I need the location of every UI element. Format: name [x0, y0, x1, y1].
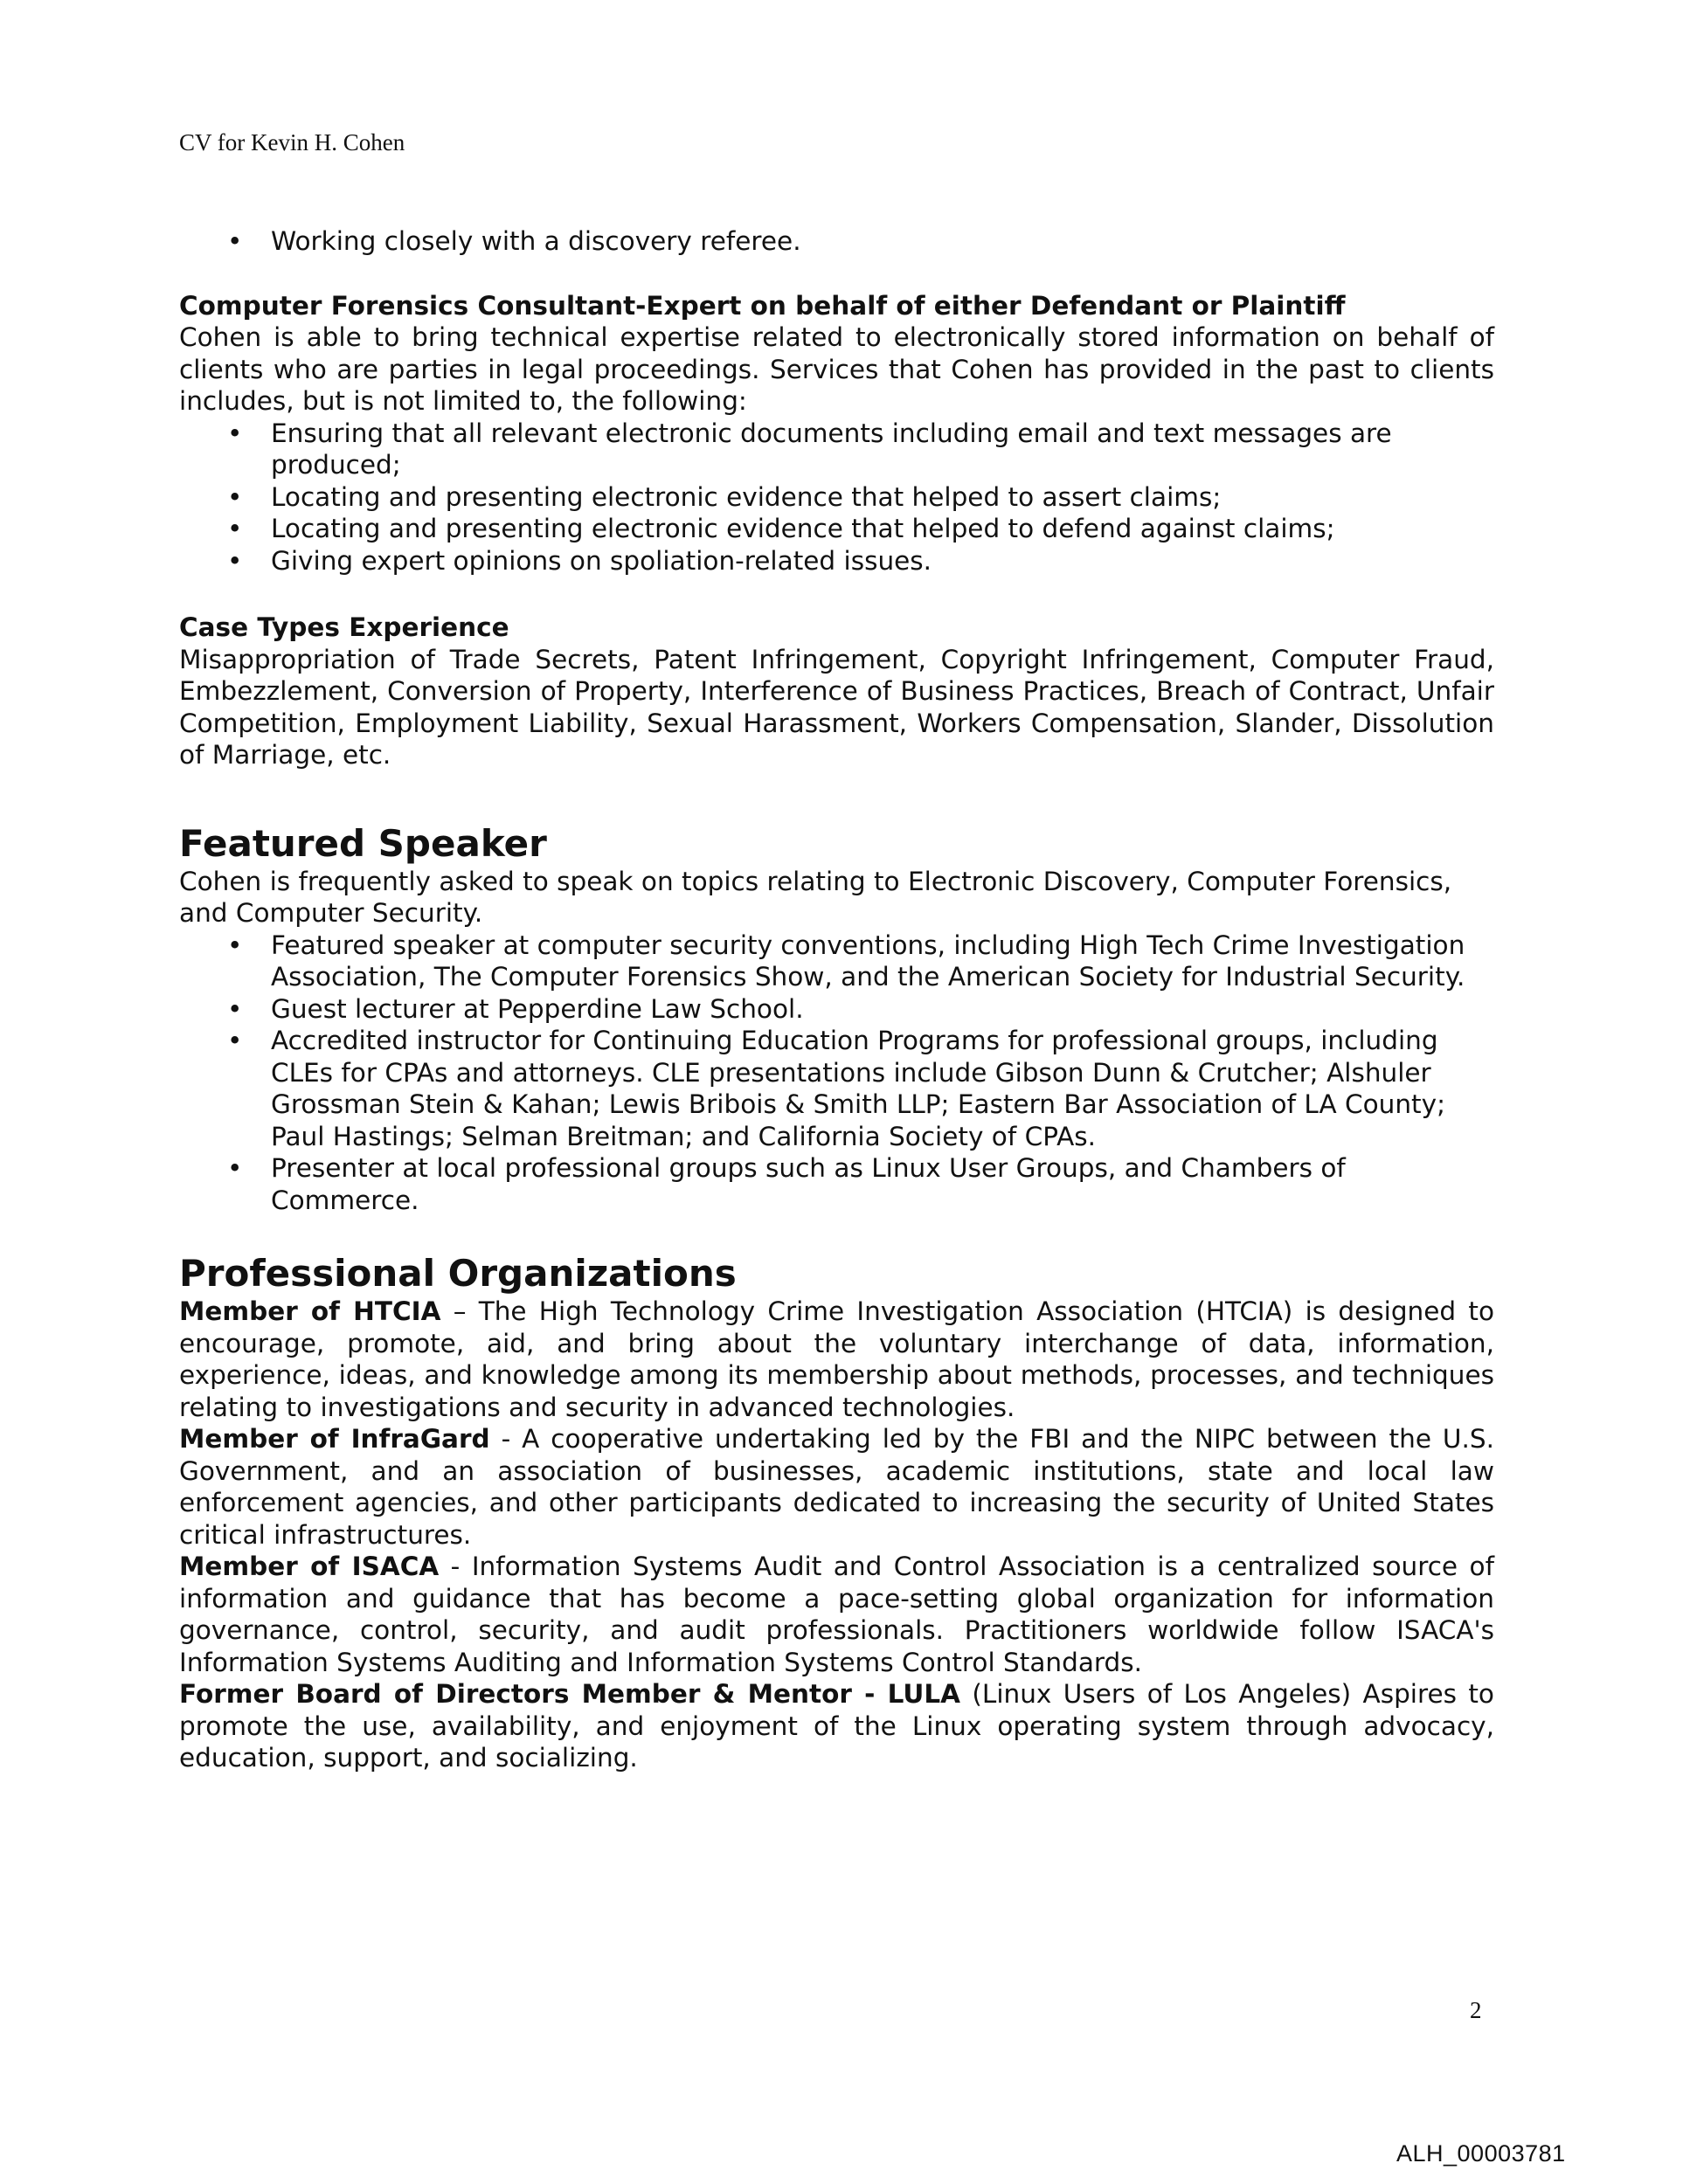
consultant-bullet-list	[179, 418, 1494, 577]
consultant-body: Cohen is able to bring technical expertise related to electronically stored information on behalf of clients who are parties in legal proceedings. Services that Cohen has provided in the past to clients includes, but is not limited to, the following:	[179, 322, 1494, 416]
list-item: • Presenter at local professional groups such as Linux User Groups, and Chambers of Commerce.	[179, 1152, 1494, 1216]
organization-description: (Linux Users of Los Angeles) Aspires to promote the use, availability, and enjoyment of the Linux operating system through advocacy, education, support, and socializing.	[179, 1679, 1494, 1773]
case-types-heading: Case Types Experience	[179, 612, 509, 642]
list-item: • Locating and presenting electronic evidence that helped to defend against claims;	[179, 513, 1494, 545]
document-header: CV for Kevin H. Cohen	[179, 129, 405, 156]
list-item: • Featured speaker at computer security conventions, including High Tech Crime Investigation Association, The Computer Forensics Show, and the American Society for Industrial Security.	[179, 930, 1494, 993]
list-item: • Working closely with a discovery referee.	[179, 225, 1494, 258]
featured-speaker-bullet-list	[179, 930, 1494, 1217]
bates-number: ALH_00003781	[1396, 2140, 1566, 2167]
organization-label: Member of HTCIA	[179, 1296, 441, 1326]
professional-organizations-title: Professional Organizations	[179, 1252, 737, 1295]
organization-label: Member of ISACA	[179, 1552, 440, 1581]
page-number: 2	[1470, 1997, 1482, 2023]
organization-description: - A cooperative undertaking led by the FBI and the NIPC between the U.S. Government, and an association of businesses, academic institutions, state and local law enforcement agencies, and other participants dedicated to increasing the security of United States critical infrastructures.	[179, 1424, 1494, 1550]
intro-bullet-list	[179, 225, 1494, 258]
list-item: • Ensuring that all relevant electronic documents including email and text messages are produced;	[179, 418, 1494, 481]
document-body	[179, 225, 1494, 1774]
organization-entry	[179, 1423, 1494, 1551]
case-types-body: Misappropriation of Trade Secrets, Patent Infringement, Copyright Infringement, Computer Fraud, Embezzlement, Conversion of Property, Interference of Business Practices, Breach of Contract, Unfair Competition, Employment Liability, Sexual Harassment, Workers Compensation, Slander, Dissolution of Marriage, etc.	[179, 644, 1494, 770]
organization-entry	[179, 1296, 1494, 1423]
list-item: • Accredited instructor for Continuing Education Programs for professional groups, including CLEs for CPAs and attorneys. CLE presentations include Gibson Dunn & Crutcher; Alshuler Grossman Stein & Kahan; Lewis Bribois & Smith LLP; Eastern Bar Association of LA County; Paul Hastings; Selman Breitman; and California Society of CPAs.	[179, 1025, 1494, 1152]
organization-entry	[179, 1551, 1494, 1678]
organization-label: Member of InfraGard	[179, 1424, 490, 1454]
featured-speaker-body: Cohen is frequently asked to speak on topics relating to Electronic Discovery, Computer Forensics, and Computer Security.	[179, 866, 1452, 928]
organization-description: – The High Technology Crime Investigation Association (HTCIA) is designed to encourage, promote, aid, and bring about the voluntary interchange of data, information, experience, ideas, and knowledge among its membership about methods, processes, and techniques relating to investigations and security in advanced technologies.	[179, 1296, 1494, 1422]
list-item: • Giving expert opinions on spoliation-related issues.	[179, 545, 1494, 577]
list-item: • Locating and presenting electronic evidence that helped to assert claims;	[179, 481, 1494, 514]
organization-entry	[179, 1678, 1494, 1774]
organization-description: - Information Systems Audit and Control Association is a centralized source of information and guidance that has become a pace-setting global organization for information governance, control, security, and audit professionals. Practitioners worldwide follow ISACA's Information Systems Auditing and Information Systems Control Standards.	[179, 1552, 1494, 1677]
list-item: • Guest lecturer at Pepperdine Law School.	[179, 993, 1494, 1026]
consultant-heading: Computer Forensics Consultant-Expert on behalf of either Defendant or Plaintiff	[179, 290, 1346, 321]
organization-label: Former Board of Directors Member & Mentor - LULA	[179, 1679, 961, 1709]
featured-speaker-title: Featured Speaker	[179, 821, 547, 865]
